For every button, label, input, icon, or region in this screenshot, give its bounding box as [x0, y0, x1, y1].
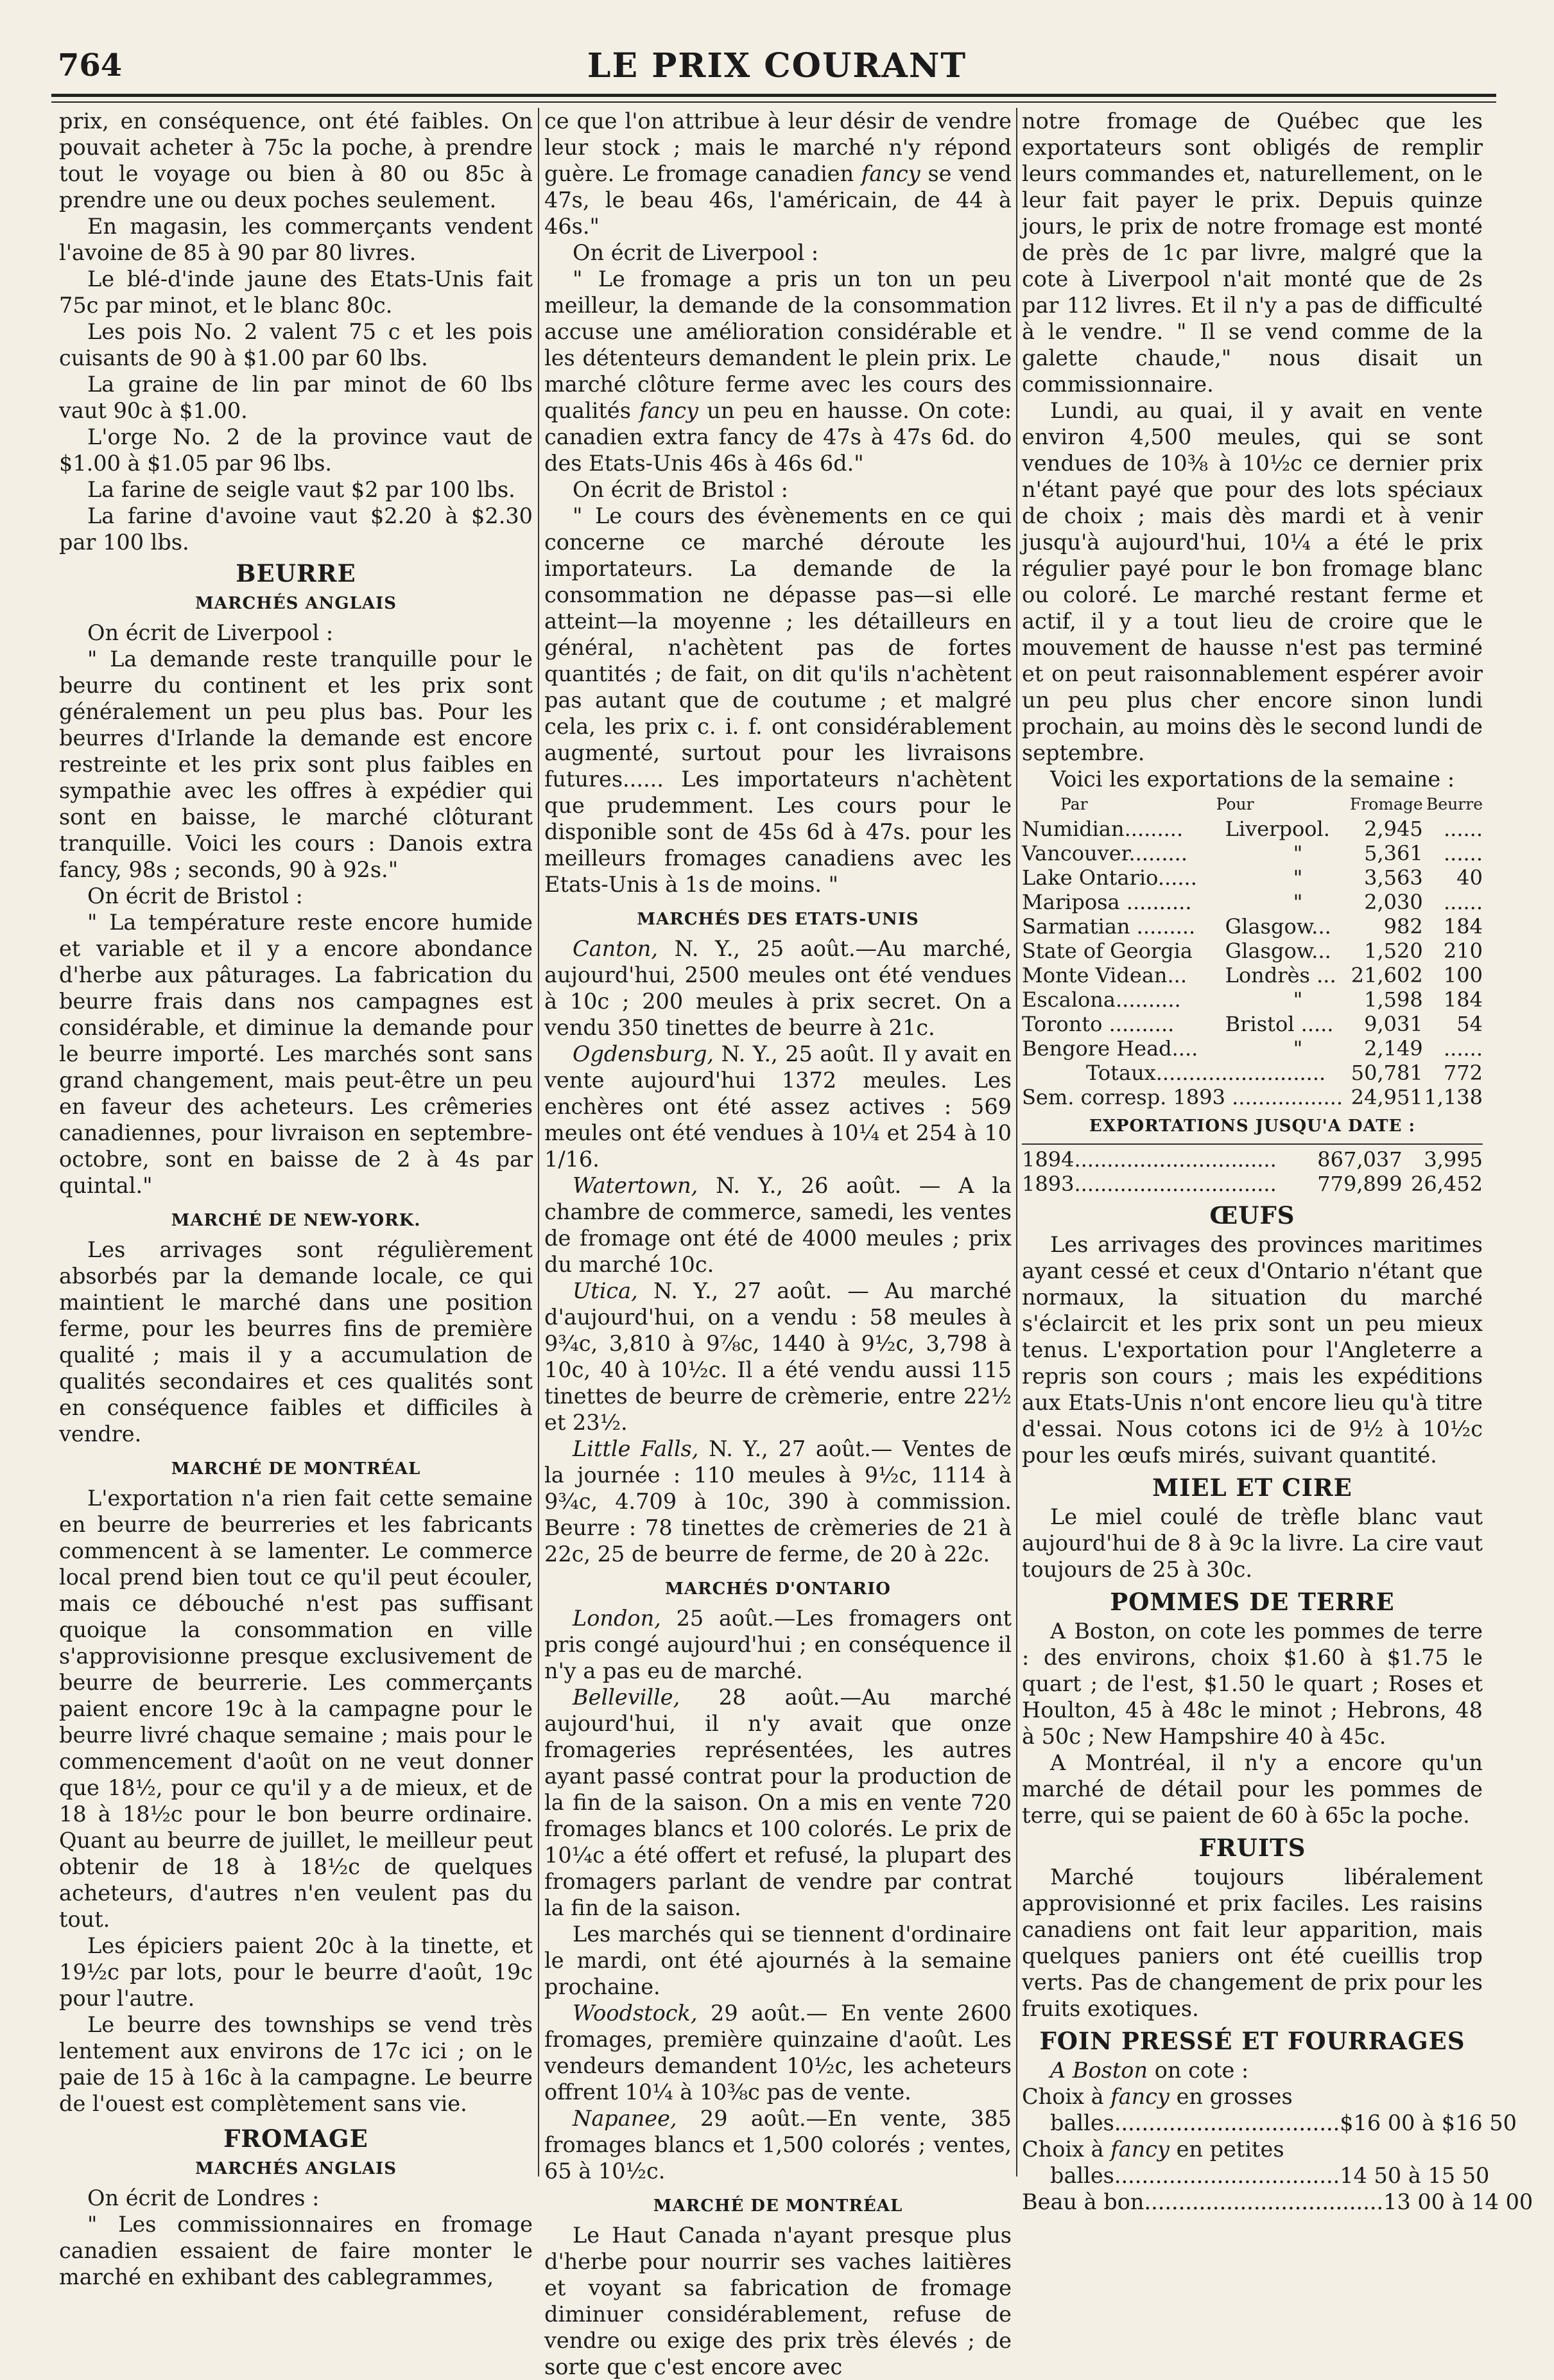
italic-term: fancy [1110, 2084, 1170, 2109]
paragraph: La graine de lin par minot de 60 lbs vaut 90c à $1.00. [59, 372, 533, 423]
paragraph: L'exportation n'a rien fait cette semaine en beurre de beurreries et les fabricants commencent à se lamenter. Le commerce local prend bien tout ce qu'il peut écouler, mais ce débouché n'est pas suffisant quoique la consommation en ville s'approvisionne presque exclusivement de beurre de beurrerie. Les commerçants paient encore 19c à la campagne pour le beurre livré chaque semaine ; mais pour le commencement d'août on ne veut donner que 18½, pour ce qu'il y a de mieux, et de 18 à 18½c pour le bon beurre ordinaire. Quant au beurre de juillet, le meilleur peut obtenir de 18 à 18½c de quelques acheteurs, d'autres n'en veulent pas du tout. [59, 1486, 533, 1932]
cell-beurre: 100 [1443, 963, 1483, 987]
cell-par: Bengore Head.... [1022, 1036, 1198, 1061]
subsection-heading: EXPORTATIONS JUSQU'A DATE : [1089, 1116, 1416, 1136]
cell-beurre: 3,995 [1424, 1147, 1483, 1172]
section-heading: FRUITS [1198, 1834, 1306, 1862]
cell-pour: " [1293, 987, 1303, 1012]
cell-year: 1894............................... [1022, 1147, 1277, 1172]
cell-pour: " [1293, 865, 1303, 890]
totals-label: Totaux.......................... [1086, 1061, 1326, 1085]
table-row [1022, 987, 1483, 1012]
city-name: Watertown, [573, 1173, 698, 1198]
section-heading: POMMES DE TERRE [1110, 1588, 1395, 1616]
column-2 [544, 108, 1012, 2379]
exports-table [1022, 792, 1483, 1109]
text: N. Y., 27 août.— Ventes de la journée : 110 meules à 9½c, 1114 à 9¾c, 4.709 à 10c, 390 à commission. Beurre : 78 tinettes de crèmeries de 21 à 22c, 25 de beurre de ferme, de 20 à 22c. [544, 1436, 1012, 1567]
cell-pour: " [1293, 1036, 1303, 1061]
paragraph: A Montréal, il n'y a encore qu'un marché de détail pour les pommes de terre, qui se paient de 60 à 65c la poche. [1022, 1750, 1483, 1828]
cell-fromage: 1,598 [1364, 987, 1423, 1012]
price-line [1022, 2136, 1483, 2162]
cell-par: Toronto .......... [1022, 1012, 1175, 1036]
price-label: balles................................. [1050, 2110, 1340, 2135]
cell-par: State of Georgia [1022, 939, 1193, 963]
section-heading: FROMAGE [223, 2124, 368, 2153]
table-row [1022, 963, 1483, 987]
cell-fromage: 5,361 [1364, 841, 1423, 865]
cell-beurre: 40 [1456, 865, 1483, 890]
cell-fromage: 2,149 [1364, 1036, 1423, 1061]
cell-beurre: ...... [1443, 1036, 1483, 1061]
cell-beurre: ...... [1443, 817, 1483, 841]
paragraph: Voici les exportations de la semaine : [1050, 767, 1455, 792]
price-value: 13 00 à 14 00 [1383, 2189, 1533, 2214]
cell-pour: Bristol ..... [1225, 1012, 1334, 1036]
text: se vend 47s, le beau 46s, l'américain, de 44 à 46s." [544, 161, 1012, 239]
paragraph: Lundi, au quai, il y avait en vente environ 4,500 meules, qui se sont vendues de 10⅜ à 10½c ce dernier prix n'étant payé que pour des lots spéciaux de choix ; mais dès mardi et à venir jusqu'à aujourd'hui, 10¼ a été le prix régulier payé pour le bon fromage blanc ou coloré. Le marché restant ferme et actif, il y a tout lieu de croire que le mouvement de hausse n'est pas terminé et on peut raisonnablement espérer avoir un peu plus cher encore sinon lundi prochain, au moins dès le second lundi de septembre. [1022, 398, 1483, 765]
cell-fromage: 867,037 [1317, 1147, 1403, 1172]
italic-term: fancy [861, 161, 920, 186]
section-heading: FOIN PRESSÉ ET FOURRAGES [1039, 2027, 1465, 2055]
table-header-row [1022, 792, 1483, 817]
price-line [1022, 2110, 1517, 2136]
text: ce que l'on attribue à leur désir de vendre leur stock ; mais le marché n'y répond guère. Le fromage canadien [544, 109, 1012, 186]
cell-par: Numidian......... [1022, 817, 1184, 841]
column-divider [1016, 108, 1017, 2176]
text: " Le fromage a pris un ton un peu meilleur, la demande de la consommation accuse une amélioration considérable et les détenteurs demandent le plein prix. Le marché clôture ferme avec les cours des qualités [544, 266, 1012, 423]
text: N. Y., 25 août.—Au marché, aujourd'hui, 2500 meules ont été vendues à 10c ; 200 meules à prix secret. On a vendu 350 tinettes de beurre à 21c. [544, 936, 1012, 1040]
column-header: Pour [1216, 795, 1254, 813]
column-1 [59, 108, 533, 2289]
cell-pour: Glasgow... [1225, 914, 1331, 939]
paragraph [1022, 2057, 1483, 2083]
subsection-heading: MARCHÉS ANGLAIS [195, 2159, 397, 2178]
city-name: Utica, [573, 1278, 638, 1303]
paragraph: Marché toujours libéralement approvisionné et prix faciles. Les raisins canadiens ont fait leur apparition, mais quelques paniers ont été cueillis trop verts. Pas de changement de prix pour les fruits exotiques. [1022, 1864, 1483, 2021]
market-report [544, 1684, 1012, 1921]
text: on cote : [1154, 2058, 1249, 2083]
cell-beurre: ...... [1443, 890, 1483, 914]
paragraph: En magasin, les commerçants vendent l'avoine de 85 à 90 par 80 livres. [59, 214, 533, 265]
cell-fromage: 21,602 [1351, 963, 1423, 987]
text: N. Y., 25 août. Il y avait en vente aujourd'hui 1372 meules. Les enchères ont été assez actives : 569 meules ont été vendues à 10¼ et 254 à 10 1/16. [544, 1041, 1012, 1172]
paragraph: Le beurre des townships se vend très lentement aux environs de 17c ici ; on le paie de 15 à 16c à la campagne. Le beurre de l'ouest est complètement sans vie. [59, 2012, 533, 2116]
cell-par: Sarmatian ......... [1022, 914, 1196, 939]
subsection-heading: MARCHÉS ANGLAIS [195, 594, 397, 613]
table-row [1022, 1172, 1483, 1196]
paragraph: notre fromage de Québec que les exportateurs sont obligés de remplir leurs commandes et, naturellement, on le leur fait payer le prix. Depuis quinze jours, le prix de notre fromage est monté de près de 1c par livre, malgré que la cote à Liverpool n'ait monté que de 2s par 112 livres. Et il n'y a pas de difficulté à le vendre. " Il se vend comme de la galette chaude," nous disait un commissionnaire. [1022, 109, 1483, 397]
hay-price-list [1022, 2083, 1517, 2189]
paragraph: Les épiciers paient 20c à la tinette, et 19½c par lots, pour le beurre d'août, 19c pour l'autre. [59, 1933, 533, 2011]
rule [1022, 1143, 1483, 1145]
cell-pour: Liverpool. [1225, 817, 1330, 841]
market-report [544, 2105, 1012, 2184]
cell-pour: " [1293, 841, 1303, 865]
section-heading: MIEL ET CIRE [1152, 1473, 1352, 1502]
header-rule-thin [51, 101, 1496, 103]
table-row [1022, 914, 1483, 939]
subsection-heading: MARCHÉ DE NEW-YORK. [171, 1211, 421, 1230]
table-row [1022, 1061, 1483, 1085]
price-label: Choix à [1022, 2084, 1104, 2109]
text: 25 août.—Les fromagers ont pris congé aujourd'hui ; en conséquence il n'y a pas eu de marché. [544, 1606, 1012, 1683]
cell-beurre: 26,452 [1411, 1172, 1483, 1196]
cell-par: Mariposa .......... [1022, 890, 1192, 914]
market-report [544, 1041, 1012, 1172]
city-name: Ogdensburg, [573, 1041, 714, 1066]
totals-beurre: 772 [1443, 1061, 1483, 1085]
cell-par: Lake Ontario...... [1022, 865, 1197, 890]
subsection-heading: MARCHÉS DES ETATS-UNIS [637, 910, 919, 929]
exports-to-date-table [1022, 1147, 1483, 1196]
city-name: Belleville, [573, 1685, 680, 1710]
paragraph: Le blé-d'inde jaune des Etats-Unis fait 75c par minot, et le blanc 80c. [59, 266, 533, 318]
paragraph: prix, en conséquence, ont été faibles. On pouvait acheter à 75c la poche, à prendre tout le voyage ou bien à 80 ou 85c à prendre une ou deux poches seulement. [59, 109, 533, 213]
subsection-heading: MARCHÉ DE MONTRÉAL [171, 1459, 421, 1479]
paragraph: Le miel coulé de trèfle blanc vaut aujourd'hui de 8 à 9c la livre. La cire vaut toujours de 25 à 30c. [1022, 1504, 1483, 1582]
city-name: A Boston [1050, 2058, 1148, 2083]
text: N. Y., 26 août. — A la chambre de commerce, samedi, les ventes de fromage ont été de 4000 meules ; prix du marché 10c. [544, 1173, 1012, 1277]
cell-par: Vancouver......... [1022, 841, 1187, 865]
column-header: Par [1060, 795, 1088, 813]
price-label: balles................................. [1050, 2163, 1340, 2188]
cell-year: 1893............................... [1022, 1172, 1277, 1196]
paragraph [544, 108, 1012, 239]
market-report [544, 1172, 1012, 1278]
city-name: Woodstock, [573, 2001, 698, 2026]
paragraph: La farine d'avoine vaut $2.20 à $2.30 par 100 lbs. [59, 503, 533, 555]
quote-paragraph: " La demande reste tranquille pour le beurre du continent et les prix sont généralement un peu plus bas. Pour les beurres d'Irlande la demande est encore restreinte et les prix sont plus faibles en sympathie avec les offres à expédier qui sont en baisse, le marché clôturant tranquille. Voici les cours : Danois extra fancy, 98s ; seconds, 90 à 92s." [59, 647, 533, 882]
cell-fromage: 1,520 [1364, 939, 1423, 963]
paragraph: On écrit de Londres : [87, 2185, 320, 2211]
text: N. Y., 27 août. — Au marché d'aujourd'hui, on a vendu : 58 meules à 9¾c, 3,810 à 9⅞c, 1440 à 9½c, 3,798 à 10c, 40 à 10½c. Il a été vendu aussi 115 tinettes de beurre de crèmerie, entre 22½ et 23½. [544, 1278, 1012, 1435]
header-rule [51, 94, 1496, 97]
table-row [1022, 865, 1483, 890]
table-row [1022, 1085, 1483, 1109]
paragraph: La farine de seigle vaut $2 par 100 lbs. [87, 477, 515, 502]
paragraph: A Boston, on cote les pommes de terre : des environs, choix $1.60 à $1.75 le quart ; de l'est, $1.50 le quart ; Roses et Houlton, 45 à 48c le minot ; Hebrons, 48 à 50c ; New Hampshire 40 à 45c. [1022, 1619, 1483, 1749]
italic-term: fancy [639, 398, 698, 423]
table-row [1022, 1147, 1483, 1172]
table-row [1022, 890, 1483, 914]
market-report [544, 1605, 1012, 1684]
price-label: en petites [1176, 2137, 1284, 2162]
subsection-heading: MARCHÉ DE MONTRÉAL [653, 2196, 903, 2216]
paragraph: Les arrivages sont régulièrement absorbés par la demande locale, ce qui maintient le marché dans une position ferme, pour les beurres fins de première qualité ; mais il y a accumulation de qualités secondaires et ces qualités sont en conséquence faibles et difficiles à vendre. [59, 1237, 533, 1446]
table-row [1022, 1036, 1483, 1061]
paragraph: L'orge No. 2 de la province vaut de $1.00 à $1.05 par 96 lbs. [59, 424, 533, 476]
paragraph: On écrit de Liverpool : [573, 240, 819, 265]
market-report [544, 935, 1012, 1041]
cell-pour: Glasgow... [1225, 939, 1331, 963]
totals-fromage: 50,781 [1351, 1061, 1423, 1085]
paragraph: On écrit de Bristol : [573, 477, 788, 502]
cell-beurre: 54 [1456, 1012, 1483, 1036]
cell-par: Monte Videan... [1022, 963, 1187, 987]
cell-beurre: 184 [1443, 914, 1483, 939]
text: 29 août.— En vente 2600 fromages, première quinzaine d'août. Les vendeurs demandent 10½c, les acheteurs offrent 10¼ à 10⅜c pas de vente. [544, 2001, 1012, 2105]
city-name: Little Falls, [573, 1436, 699, 1461]
column-divider [538, 108, 539, 2176]
cell-pour: " [1293, 890, 1303, 914]
city-name: London, [573, 1606, 661, 1631]
city-name: Napanee, [573, 2106, 677, 2131]
paragraph: Les arrivages des provinces maritimes ayant cessé et ceux d'Ontario n'étant que normaux, la situation du marché s'éclaircit et les prix sont un peu mieux tenus. L'exportation pour l'Angleterre a repris son cours ; mais les expéditions aux Etats-Unis n'ont encore lieu qu'à titre d'essai. Nous cotons ici de 9½ à 10½c pour les œufs mirés, suivant quantité. [1022, 1232, 1483, 1468]
column-header: Beurre [1426, 795, 1483, 813]
paragraph: On écrit de Bristol : [87, 883, 303, 908]
price-label: Choix à [1022, 2137, 1104, 2162]
cell-fromage: 2,030 [1364, 890, 1423, 914]
table-row [1022, 817, 1483, 841]
cell-fromage: 9,031 [1364, 1012, 1423, 1036]
cell-par: Escalona.......... [1022, 987, 1181, 1012]
paragraph: Le Haut Canada n'ayant presque plus d'herbe pour nourrir ses vaches laitières et voyant sa fabrication de fromage diminuer considérablement, refuse de vendre ou exige des prix très élevés ; de sorte que c'est encore avec [544, 2223, 1012, 2379]
price-value: 14 50 à 15 50 [1340, 2163, 1490, 2188]
quote-paragraph: " Les commissionnaires en fromage canadien essaient de faire monter le marché en exhibant des cablegrammes, [59, 2212, 533, 2289]
price-label: en grosses [1176, 2084, 1293, 2109]
cell-beurre: ...... [1443, 841, 1483, 865]
market-report [544, 2000, 1012, 2105]
quote-paragraph: " La température reste encore humide et variable et il y a encore abondance d'herbe aux pâturages. La fabrication du beurre frais dans nos campagnes est considérable, et diminue la demande pour le beurre importé. Les marchés sont sans grand changement, mais peut-être un peu en faveur des acheteurs. Les crêmeries canadiennes, pour livraison en septembre-octobre, sont en baisse de 2 à 4s par quintal." [59, 910, 533, 1198]
quote-paragraph [544, 266, 1012, 476]
page-header [39, 44, 1515, 95]
price-line [1022, 2083, 1483, 2110]
price-value: $16 00 à $16 50 [1340, 2110, 1517, 2135]
cell-fromage: 2,945 [1364, 817, 1423, 841]
italic-term: fancy [1110, 2137, 1170, 2162]
sem-fromage: 24,951 [1351, 1085, 1423, 1109]
page-title: LE PRIX COURANT [587, 46, 967, 85]
sem-beurre: 1,138 [1424, 1085, 1483, 1109]
cell-fromage: 3,563 [1364, 865, 1423, 890]
column-3 [1022, 108, 1533, 2214]
section-heading: ŒUFS [1209, 1201, 1295, 1229]
column-header: Fromage [1349, 795, 1423, 813]
paragraph: Les pois No. 2 valent 75 c et les pois cuisants de 90 à $1.00 par 60 lbs. [59, 319, 533, 370]
section-heading: BEURRE [236, 559, 356, 587]
paragraph: On écrit de Liverpool : [87, 620, 334, 645]
cell-beurre: 210 [1443, 939, 1483, 963]
city-name: Canton, [573, 936, 659, 961]
cell-fromage: 779,899 [1317, 1172, 1403, 1196]
text: 28 août.—Au marché aujourd'hui, il n'y avait que onze fromageries représentées, les autres ayant passé contrat pour la production de la fin de la saison. On a mis en vente 720 fromages blancs et 100 colorés. Le prix de 10¼c a été offert et refusé, la plupart des fromagers parlant de vendre par contrat la fin de la saison. [544, 1685, 1012, 1920]
paragraph: Les marchés qui se tiennent d'ordinaire le mardi, ont été ajournés à la semaine prochaine. [544, 1922, 1012, 1999]
cell-fromage: 982 [1383, 914, 1423, 939]
table-row [1022, 939, 1483, 963]
sem-label: Sem. corresp. 1893 ................. [1022, 1085, 1343, 1109]
market-report [544, 1278, 1012, 1436]
price-line [1022, 2189, 1533, 2215]
subsection-heading: MARCHÉS D'ONTARIO [665, 1579, 891, 1599]
price-label: Beau à bon................................... [1022, 2189, 1384, 2214]
table-row [1022, 1012, 1483, 1036]
market-report [544, 1436, 1012, 1567]
quote-paragraph: " Le cours des évènements en ce qui concerne ce marché déroute les importateurs. La demande de la consommation ne dépasse pas—si elle atteint—la moyenne ; les détailleurs en général, n'achètent pas de fortes quantités ; de fait, on dit qu'ils n'achètent pas autant que de coutume ; et malgré cela, les prix c. i. f. ont considérablement augmenté, surtout pour les livraisons futures...... Les importateurs n'achètent que prudemment. Les cours pour le disponible sont de 45s 6d à 47s. pour les meilleurs fromages canadiens avec les Etats-Unis à 1s de moins. " [544, 503, 1012, 897]
cell-beurre: 184 [1443, 987, 1483, 1012]
text: un peu en hausse. On cote: canadien extra fancy de 47s à 47s 6d. do des Etats-Unis 46s à 46s 6d." [544, 398, 1012, 476]
table-row [1022, 841, 1483, 865]
cell-pour: Londrès ... [1225, 963, 1336, 987]
price-line [1022, 2162, 1490, 2189]
text: 29 août.—En vente, 385 fromages blancs et 1,500 colorés ; ventes, 65 à 10½c. [544, 2106, 1012, 2184]
page-number: 764 [58, 48, 123, 83]
